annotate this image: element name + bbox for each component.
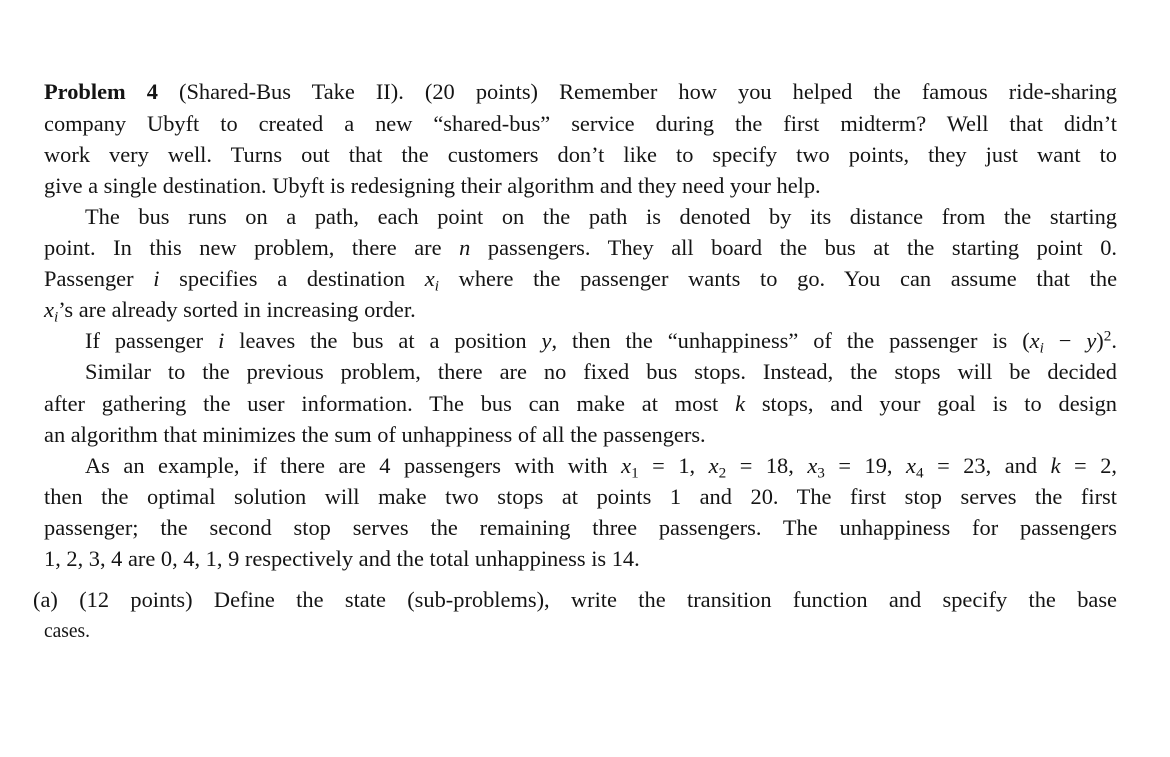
text-span: Passenger — [44, 266, 154, 291]
var-x: x — [1029, 328, 1040, 353]
problem-line-9 — [85, 325, 1117, 357]
var-x: x — [44, 297, 54, 322]
problem-line-12: an algorithm that minimizes the sum of unhappiness of all the passengers. — [44, 422, 706, 447]
text-span: stops, and your goal is to design — [745, 391, 1117, 416]
minus-sign: − — [1043, 328, 1087, 353]
text-span: , and — [985, 453, 1051, 478]
var-x-subscript: i — [434, 277, 439, 295]
var-y: y — [541, 328, 552, 353]
problem-line-16: 1, 2, 3, 4 are 0, 4, 1, 9 respectively and the total unhappiness is 14. — [44, 546, 640, 571]
problem-points: (20 points) — [424, 79, 539, 104]
problem-line-10: Similar to the previous problem, there are no fixed bus stops. Instead, the stops will be decided — [85, 359, 1117, 384]
text-span: after gathering the user information. The bus can make at most — [44, 391, 736, 416]
part-a-continuation: cases. — [44, 621, 91, 642]
text-span: . — [1111, 328, 1117, 353]
var-k: k — [735, 391, 746, 416]
problem-heading-label: Problem 4 — [44, 79, 158, 104]
text-span: leaves the bus at a position — [224, 328, 542, 353]
problem-line-3: work very well. Turns out that the customers don’t like to specify two points, they just want to — [44, 142, 1117, 167]
problem-line-13 — [85, 450, 1117, 482]
problem-heading-title: (Shared-Bus Take II). — [179, 79, 404, 104]
part-a-label: (a) — [33, 587, 58, 612]
text-span: As an example, if there are 4 passengers with with — [85, 453, 622, 478]
problem-line-7 — [44, 263, 1117, 295]
text-span: , then the “unhappiness” of the passenger is ( — [551, 328, 1030, 353]
text-span: ) — [1096, 328, 1104, 353]
problem-line-15: passenger; the second stop serves the remaining three passengers. The unhappiness for passengers — [44, 515, 1117, 540]
problem-line-14: then the optimal solution will make two stops at points 1 and 20. The first stop serves the first — [44, 484, 1117, 509]
problem-line-2: company Ubyft to created a new “shared-bus” service during the first midterm? Well that didn’t — [44, 111, 1117, 136]
problem-line-4: give a single destination. Ubyft is redesigning their algorithm and they need your help. — [44, 173, 821, 198]
text-span: where the passenger wants to go. You can assume that the — [438, 266, 1118, 291]
problem-line-6 — [44, 232, 1117, 264]
text-span: If passenger — [85, 328, 219, 353]
var-x-subscript: i — [53, 308, 59, 326]
var-x: x — [424, 266, 435, 291]
var-k: k — [1050, 453, 1061, 478]
paragraph-1-text: Remember how you helped the famous ride-sharing — [559, 79, 1117, 104]
text-span: ’s are already sorted in increasing order. — [58, 297, 416, 322]
var-x-subscript: i — [1039, 339, 1044, 357]
text-span: specifies a destination — [159, 266, 425, 291]
var-i: i — [218, 328, 225, 353]
text-span: = 2, — [1060, 453, 1117, 478]
text-span: passengers. They all board the bus at the starting point 0. — [470, 235, 1117, 260]
example-equation: $x_1 = 1$, $x_2 = 18$, $x_3 = 19$, $x_4 = 23$ — [621, 453, 986, 482]
problem-line-5: The bus runs on a path, each point on the path is denoted by its distance from the starting — [85, 204, 1117, 229]
problem-line-1 — [44, 76, 1117, 108]
exponent: 2 — [1103, 327, 1112, 345]
part-a-text: (12 points) Define the state (sub-problems), write the transition function and specify the base — [79, 587, 1117, 612]
problem-line-11 — [44, 388, 1117, 420]
text-span: point. In this new problem, there are — [44, 235, 460, 260]
part-a-line — [33, 584, 1117, 616]
var-y: y — [1086, 328, 1097, 353]
problem-line-8 — [44, 294, 1117, 326]
var-n: n — [459, 235, 471, 260]
var-i: i — [153, 266, 160, 291]
